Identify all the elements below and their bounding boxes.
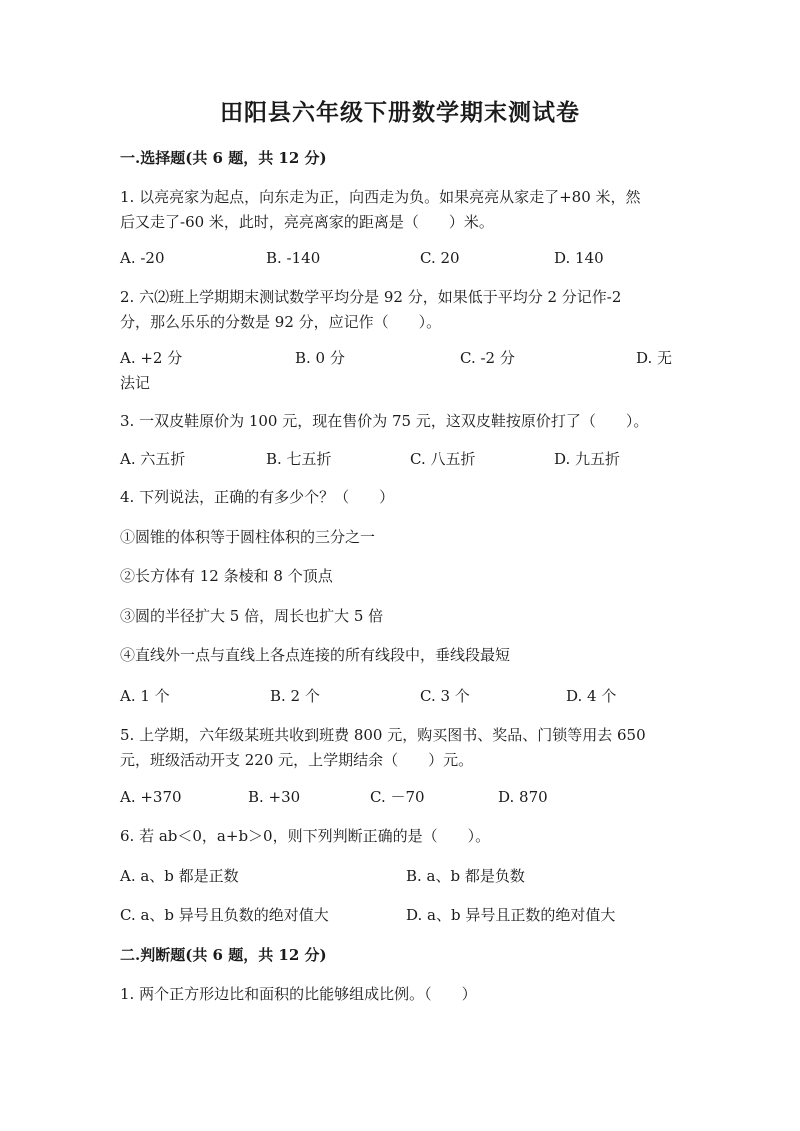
question-line: 3. 一双皮鞋原价为 100 元，现在售价为 75 元，这双皮鞋按原价打了（ ）。 (120, 412, 649, 430)
question-2 (120, 285, 680, 335)
option-c: C. 20 (420, 249, 460, 267)
question-line: 1. 以亮亮家为起点，向东走为正，向西走为负。如果亮亮从家走了+80 米，然 (120, 188, 641, 206)
option-a: A. -20 (120, 249, 165, 267)
option-b: B. 七五折 (266, 450, 332, 468)
question-line: 6. 若 ab＜0，a+b＞0，则下列判断正确的是（ ）。 (120, 827, 491, 845)
statement-3: ③圆的半径扩大 5 倍，周长也扩大 5 倍 (120, 607, 384, 625)
options-2 (120, 346, 680, 371)
question-6 (120, 824, 680, 849)
option-d: D. 九五折 (554, 450, 621, 468)
option-a: A. +370 (120, 788, 182, 806)
option-c: C. 3 个 (420, 687, 470, 705)
option-d: D. a、b 异号且正数的绝对值大 (406, 906, 616, 924)
question-line: 分，那么乐乐的分数是 92 分，应记作（ ）。 (120, 313, 442, 331)
section-heading-judge: 二.判断题(共 6 题，共 12 分) (120, 946, 327, 964)
option-d: D. 870 (498, 788, 548, 806)
option-c: C. a、b 异号且负数的绝对值大 (120, 906, 329, 924)
judge-question-1: 1. 两个正方形边比和面积的比能够组成比例。（ ） (120, 985, 477, 1003)
option-b: B. -140 (266, 249, 321, 267)
question-3 (120, 409, 680, 434)
option-b: B. 2 个 (270, 687, 320, 705)
question-5 (120, 723, 680, 773)
options-1 (120, 246, 680, 271)
options-6-row1 (120, 864, 680, 889)
option-d: D. 140 (554, 249, 604, 267)
question-4 (120, 485, 680, 510)
option-b: B. a、b 都是负数 (406, 867, 525, 885)
option-d-wrap: 法记 (120, 374, 151, 392)
question-line: 4. 下列说法，正确的有多少个？（ ） (120, 488, 395, 506)
option-c: C. －70 (370, 788, 425, 806)
statement-4: ④直线外一点与直线上各点连接的所有线段中，垂线段最短 (120, 646, 511, 664)
option-a: A. 六五折 (120, 450, 186, 468)
option-b: B. +30 (248, 788, 301, 806)
option-a: A. +2 分 (120, 349, 183, 367)
section-heading-choice: 一.选择题(共 6 题，共 12 分) (120, 149, 327, 167)
options-5 (120, 785, 680, 810)
question-1 (120, 185, 680, 235)
option-c: C. 八五折 (410, 450, 476, 468)
question-line: 2. 六⑵班上学期期末测试数学平均分是 92 分，如果低于平均分 2 分记作-2 (120, 288, 622, 306)
options-4 (120, 684, 680, 709)
option-d: D. 4 个 (566, 687, 617, 705)
question-line: 后又走了-60 米，此时，亮亮离家的距离是（ ）米。 (120, 213, 494, 231)
question-line: 5. 上学期，六年级某班共收到班费 800 元，购买图书、奖品、门锁等用去 650 (120, 726, 646, 744)
option-d: D. 无 (636, 349, 673, 367)
option-a: A. 1 个 (120, 687, 170, 705)
exam-title: 田阳县六年级下册数学期末测试卷 (220, 99, 580, 126)
statement-1: ①圆锥的体积等于圆柱体积的三分之一 (120, 528, 376, 546)
options-6-row2 (120, 903, 680, 928)
option-c: C. -2 分 (460, 349, 515, 367)
options-3 (120, 447, 680, 472)
statement-2: ②长方体有 12 条棱和 8 个顶点 (120, 567, 333, 585)
option-a: A. a、b 都是正数 (120, 867, 239, 885)
option-b: B. 0 分 (295, 349, 345, 367)
question-line: 元，班级活动开支 220 元，上学期结余（ ）元。 (120, 751, 474, 769)
